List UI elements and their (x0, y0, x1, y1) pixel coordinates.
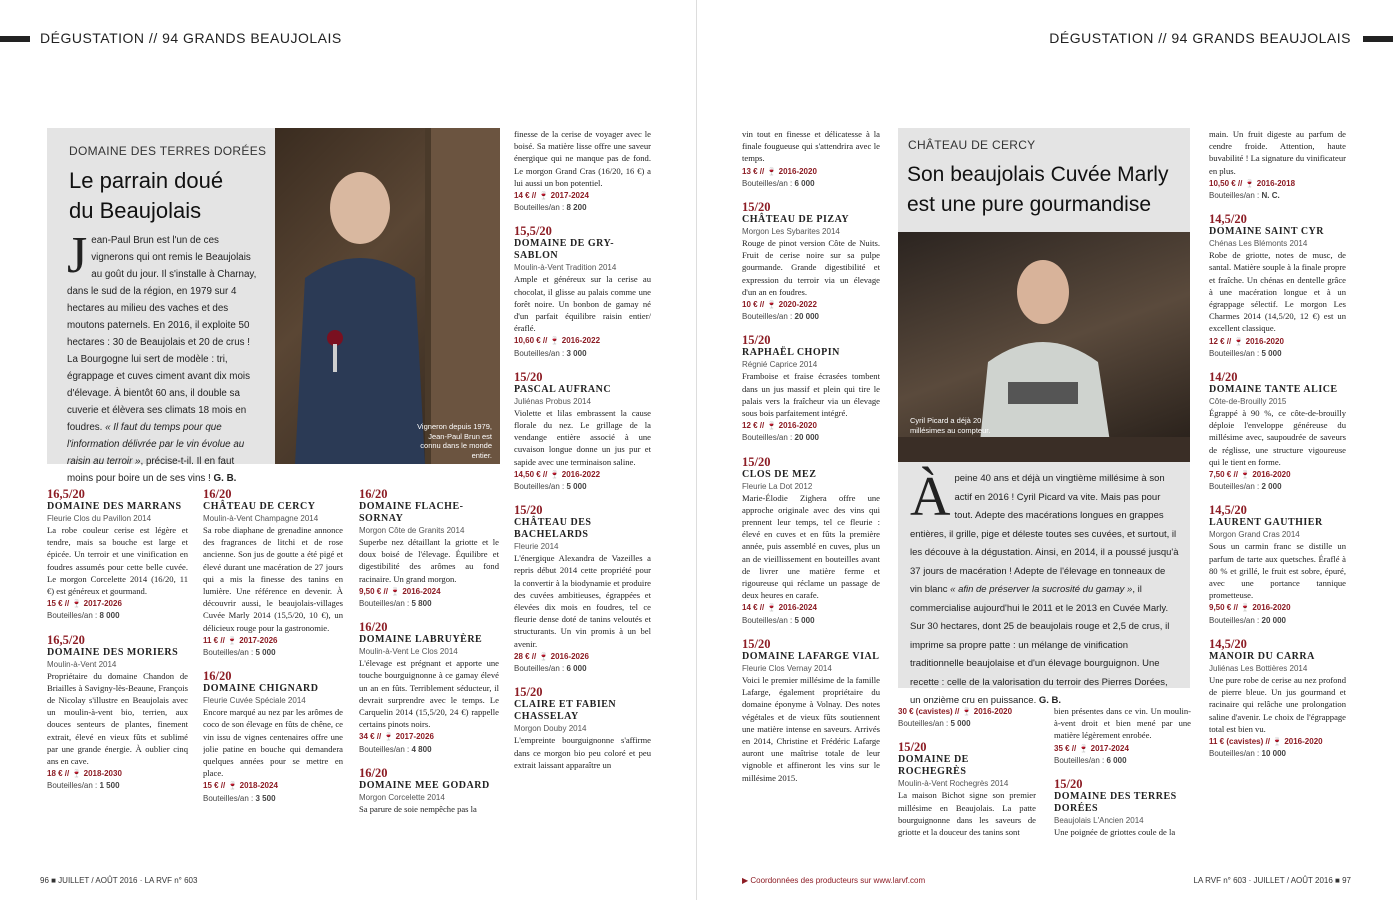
tasting-note: L'énergique Alexandra de Vazeilles a repris début 2014 cette propriété pour la convertir à la biodynamie et produire des cuvées ambitieuses, égrappées et élevées dix mois en foudres, tel ce fleurie dense doté de tanins veloutés et structurants. Un vin promis à un bel avenir. (514, 553, 651, 649)
producer-name: CLAIRE ET FABIEN CHASSELAY (514, 699, 617, 723)
folio-left: 96 ■ JUILLET / AOÛT 2016 · LA RVF n° 603 (40, 876, 198, 885)
author-sign: G. B. (213, 473, 237, 484)
wine-entry (514, 370, 651, 493)
wine-entry (742, 333, 880, 444)
wine-appellation: Moulin-à-Vent Le Clos 2014 (359, 647, 458, 657)
price-window: 10,60 € // 🍷 2016-2022 (514, 336, 601, 346)
wine-appellation: Morgon Les Sybarites 2014 (742, 227, 840, 237)
wine-appellation: Fleurie Clos du Pavillon 2014 (47, 514, 152, 523)
intro-text: peine 40 ans et déjà un vingtième millésime à son actif en 2016 ! Cyril Picard va vite. Mais pas pour tout. Adepte des macérations longues en grappes entières, il grille, pige et déleste toutes ses cuvées, et surtout, il les découve à la dégustation. Ainsi, en 2014, il a poussé jusqu'à 37 jours de macération ! Adepte de l'élevage en tonneaux de vin blanc (910, 473, 1179, 595)
wine-appellation: Moulin-à-Vent Champagne 2014 (203, 514, 319, 523)
bottle-label: Bouteilles/an : (898, 719, 949, 729)
price-window: 35 € // 🍷 2017-2024 (1054, 743, 1129, 753)
tasting-note: Égrappé à 90 %, ce côte-de-brouilly déploie l'enveloppe généreuse du millésime avec, saupoudrée de saveurs de réglisse, une structure vigoureuse qui le tient en forme. (1209, 408, 1346, 467)
tasting-note: L'élevage est prégnant et apporte une touche bourguignonne à ce gamay élevé un an en fûts. Terriblement séducteur, il devrait surprendre avec le temps. Le Carquelin 2014 (15,5/20, 24 €) rappelle certains pinots noirs. (359, 658, 499, 730)
tasting-note: Une pure robe de cerise au nez profond de pierre bleue. Un jus gourmand et racinaire qui relâche une prolongation saline d'avenir. Le choix de l'égrappage total est bien vu. (1209, 674, 1346, 734)
bottle-label: Bouteilles/an : (1209, 615, 1260, 625)
bottle-count (742, 311, 880, 323)
wine-appellation: Régnié Caprice 2014 (742, 360, 818, 370)
tasting-note: Marie-Élodie Zighera offre une approche originale avec des vins qui prennent leur temps, tel ce fleurie : élevé en cuves et en fûts la première année, puis assemblé en cuves, plus un an de vieillissement en bouteilles avant de livrer une matière ferme et rigoureuse qui réclame un passage de deux heures en carafe. (742, 492, 880, 601)
header-rule-right (1363, 36, 1393, 42)
price-window: 11 € // 🍷 2017-2026 (203, 635, 278, 645)
price-window: 14 € // 🍷 2016-2024 (742, 603, 817, 613)
bottle-label: Bouteilles/an : (1209, 348, 1260, 358)
producer-name: DOMAINE DES MORIERS (47, 646, 179, 658)
author-sign: G. B. (1038, 695, 1062, 706)
tasting-note: Sa parure de soie nempêche pas la (359, 803, 477, 814)
tasting-note: Ample et généreux sur la cerise au chocolat, il glisse au palais comme une forêt noire. Un bonbon de gamay né d'un parfait équilibre raisin entier/éraflé. (514, 274, 651, 334)
wine-entry (359, 487, 499, 610)
bottle-count (1209, 190, 1346, 202)
wine-entry (514, 685, 651, 771)
bottle-count (1054, 755, 1191, 767)
wine-appellation: Beaujolais L'Ancien 2014 (1054, 816, 1144, 826)
bottle-value: 20 000 (794, 312, 819, 322)
wine-entry (1209, 128, 1346, 202)
tasting-note: Rouge de pinot version Côte de Nuits. Fruit de cerise noire sur sa pulpe gourmande. Grande digestibilité et expression du terroir via un élevage d'un an en foudres. (742, 238, 880, 297)
tasting-note: Robe de griotte, notes de musc, de santal. Matière souple à la finale propre et fraîche. Un chénas en dentelle grâce à une macération longue et à un égrappage sélectif. Le morgon Les Charmes 2014 (14,5/20, 12 €) est un excellent classique. (1209, 250, 1346, 334)
feature-kicker: CHÂTEAU DE CERCY (908, 138, 1036, 152)
bottle-label: Bouteilles/an : (514, 203, 565, 213)
tasting-note: La robe couleur cerise est légère et tendre, mais sa bouche est large et épicée. Un terroir et une vinification en foudres assumés pour cette belle cuvée. Le morgon Corcelette 2014 (16/20, 11 €) est généreux et gourmand. (47, 525, 188, 597)
price-window: 10 € // 🍷 2020-2022 (742, 300, 817, 310)
producer-name: DOMAINE FLACHE-SORNAY (359, 501, 464, 524)
tasting-note: Superbe nez détaillant la griotte et le doux boisé de l'élevage. Équilibre et digestibilité des arômes au fond racinaire. Un grand morgon. (359, 537, 499, 584)
producer-name: PASCAL AUFRANC (514, 383, 612, 395)
wine-score: 15/20 (514, 503, 543, 518)
wine-entry (742, 200, 880, 323)
wine-entry (898, 706, 1036, 730)
column-3 (359, 487, 499, 857)
wine-entry (514, 128, 651, 214)
price-window: 34 € // 🍷 2017-2026 (359, 732, 434, 742)
tasting-note: main. Un fruit digeste au parfum de cendre froide. Attention, haute buvabilité ! La signature du vinificateur en plus. (1209, 129, 1346, 176)
bottle-label: Bouteilles/an : (742, 433, 793, 443)
wine-entry (359, 620, 499, 756)
feature-title-line2: du Beaujolais (69, 198, 202, 223)
tasting-note: Framboise et fraise écrasées tombent dans un jus massif et plein qui tire le palais vers la fraîcheur via un élevage sous bois parfaitement intégré. (742, 371, 880, 419)
wine-score: 16/20 (203, 487, 232, 501)
wine-appellation: Morgon Douby 2014 (514, 724, 587, 734)
producer-name: RAPHAËL CHOPIN (742, 347, 840, 359)
bottle-count (1209, 615, 1346, 627)
bottle-count (359, 598, 499, 610)
bottle-label: Bouteilles/an : (1054, 755, 1105, 765)
drop-cap: À (910, 466, 951, 528)
column-7 (1054, 705, 1191, 855)
tasting-note: Violette et lilas embrassent la cause florale du nez. Le grillage de la vendange entière associé à une cuvaison longue donne un jus pur et sapide avec une terminaison saline. (514, 407, 651, 467)
tasting-note: Encore marqué au nez par les arômes de coco de son élevage en fûts de chêne, ce vin issu de vignes centenaires offre une jolie patine en bouche qui demandera quelques années pour se mettre en place. (203, 707, 343, 779)
bottle-value: 10 000 (1261, 749, 1286, 759)
bottle-value: 2 000 (1261, 482, 1282, 492)
drop-cap: J (67, 227, 88, 284)
bottle-count (514, 663, 651, 675)
wine-appellation: Juliénas Les Bottières 2014 (1209, 663, 1308, 673)
tasting-note: Une poignée de griottes coule de la (1054, 827, 1176, 838)
wine-appellation: Moulin-à-Vent Tradition 2014 (514, 263, 617, 273)
column-1 (47, 487, 188, 857)
bottle-value: 5 000 (566, 482, 587, 492)
feature-title-line2: est une pure gourmandise (907, 193, 1151, 216)
section-header-left: DÉGUSTATION // 94 GRANDS BEAUJOLAIS (40, 30, 342, 46)
header-rule-left (0, 36, 30, 42)
tasting-note: vin tout en finesse et délicatesse à la finale fougueuse qui s'attendrira avec le temps. (742, 129, 880, 164)
bottle-count (1209, 348, 1346, 360)
price-window: 11 € (cavistes) // 🍷 2016-2020 (1209, 736, 1323, 746)
feature-title-line1: Le parrain doué (69, 168, 224, 193)
intro-end: , il commercialise aujourd'hui le 2011 et le 2013 en Cuvée Marly. Sur 30 hectares, dont 25 de beaujolais rouge et 2,5 de crus, il imprime sa propre patte : un mélange de vinification traditionnelle beaujolaise et d'un élevage bourguignon. Une recette : celle de la valorisation du terroir des Pierres Dorées, un onzième cru en puissance. (910, 584, 1170, 706)
feature-intro (67, 227, 261, 487)
feature-title (907, 160, 1168, 220)
bottle-label: Bouteilles/an : (359, 599, 410, 609)
producer-name: DOMAINE TANTE ALICE (1209, 384, 1338, 396)
price-window: 30 € (cavistes) // 🍷 2016-2020 (898, 707, 1013, 716)
wine-appellation: Juliénas Probus 2014 (514, 396, 591, 406)
feature-title (69, 166, 223, 226)
vigneron-photo (275, 128, 500, 464)
producer-name: LAURENT GAUTHIER (1209, 517, 1323, 529)
wine-score: 14,5/20 (1209, 212, 1247, 227)
photo-caption: Vigneron depuis 1979, Jean-Paul Brun est connu dans le monde entier. (417, 422, 492, 460)
price-window: 12 € // 🍷 2016-2020 (742, 421, 817, 431)
bottle-label: Bouteilles/an : (1209, 482, 1260, 492)
feature-kicker: DOMAINE DES TERRES DORÉES (69, 144, 267, 158)
wine-score: 16,5/20 (47, 632, 85, 647)
wine-score: 16/20 (359, 765, 388, 780)
tasting-note: Sa robe diaphane de grenadine annonce des fragrances de litchi et de rose ancienne. Son jus de goutte a été pigé et élevé durant une macération de 27 jours qui a mis la finesse des tanins en lumière. Une référence en devenir. À découvrir aussi, le beaujolais-villages Cuvée Marly 2014 (15,5/20, 10 €), un délicieux rouge pour la gastronomie. (203, 525, 343, 633)
feature-intro (910, 466, 1180, 711)
bottle-label: Bouteilles/an : (742, 615, 793, 625)
wine-score: 16/20 (359, 487, 388, 501)
tasting-note: Voici le premier millésime de la famille Lafarge, également propriétaire du domaine éponyme à Volnay. Des notes végétales et de vieux fûts soutiennent une matière intense en saveurs. Arrivés en 2014, Christine et Frédéric Lafarge auront une maîtrise totale de leur vignoble et affineront les vins sur le millésime 2015. (742, 674, 880, 783)
column-8 (1209, 128, 1346, 853)
wine-entry (514, 503, 651, 675)
bottle-count (514, 202, 651, 214)
producer-name: DOMAINE MEE GODARD (359, 779, 490, 791)
wine-entry (1209, 212, 1346, 360)
wine-entry (742, 128, 880, 190)
vigneron-illustration (275, 128, 500, 464)
wine-score: 15/20 (742, 636, 771, 651)
bottle-count (514, 481, 651, 493)
tasting-note: bien présentes dans ce vin. Un moulin-à-vent droit et bien mené par une matière légèrement enrobée. (1054, 706, 1191, 741)
wine-appellation: Moulin-à-Vent Rochegrès 2014 (898, 779, 1009, 789)
wine-score: 15/20 (742, 200, 771, 215)
wine-score: 15,5/20 (514, 224, 552, 239)
producer-name: DOMAINE DE ROCHEGRÈS (898, 754, 969, 778)
bottle-label: Bouteilles/an : (742, 312, 793, 322)
wine-score: 16/20 (203, 669, 232, 684)
wine-entry (1054, 777, 1191, 838)
bottle-value: 5 000 (794, 615, 815, 625)
price-window: 10,50 € // 🍷 2016-2018 (1209, 178, 1296, 188)
wine-appellation: Moulin-à-Vent 2014 (47, 659, 117, 669)
wine-score: 15/20 (898, 740, 927, 755)
wine-score: 14/20 (1209, 370, 1238, 385)
intro-quote: « Il faut du temps pour que l'information délivrée par le vin évolue au raisin au terroir » (67, 422, 245, 467)
wine-appellation: Fleurie 2014 (514, 542, 559, 552)
wine-entry (47, 487, 188, 623)
price-window: 9,50 € // 🍷 2016-2024 (359, 586, 441, 596)
producer-name: DOMAINE DE GRY-SABLON (514, 238, 615, 262)
bottle-count (359, 744, 499, 756)
price-window: 7,50 € // 🍷 2016-2020 (1209, 470, 1291, 480)
bottle-count (742, 178, 880, 190)
wine-appellation: Fleurie Clos Vernay 2014 (742, 663, 832, 673)
wine-entry (898, 740, 1036, 838)
column-5 (742, 128, 880, 853)
price-window: 15 € // 🍷 2018-2024 (203, 781, 278, 791)
producer-name: CLOS DE MEZ (742, 468, 817, 480)
price-window: 9,50 € // 🍷 2016-2020 (1209, 603, 1291, 613)
bottle-label: Bouteilles/an : (47, 611, 98, 621)
wine-entry (1209, 637, 1346, 760)
bottle-value: 3 500 (255, 793, 276, 803)
bottle-value: 3 000 (566, 348, 587, 358)
producer-name: DOMAINE DES TERRES DORÉES (1054, 791, 1177, 815)
bottle-label: Bouteilles/an : (47, 781, 98, 791)
wine-entry (1209, 503, 1346, 626)
bottle-count (514, 348, 651, 360)
bottle-label: Bouteilles/an : (514, 664, 565, 674)
section-header-right: DÉGUSTATION // 94 GRANDS BEAUJOLAIS (1049, 30, 1351, 46)
feature-title-line1: Son beaujolais Cuvée Marly (907, 163, 1169, 186)
producer-name: DOMAINE CHIGNARD (203, 683, 319, 695)
bottle-value: 1 500 (99, 781, 120, 791)
bottle-value: 6 000 (794, 178, 815, 188)
wine-score: 15/20 (742, 333, 771, 348)
bottle-count (1209, 481, 1346, 493)
feature-box-terres-dorees (47, 128, 500, 484)
wine-appellation: Côte-de-Brouilly 2015 (1209, 397, 1287, 407)
column-4 (514, 128, 651, 853)
wine-entry (1054, 705, 1191, 767)
bottle-value: 5 000 (950, 719, 971, 729)
price-window: 14,50 € // 🍷 2016-2022 (514, 469, 601, 479)
tasting-note: La maison Bichot signe son premier millésime en Beaujolais. La patte bourguignonne dans les saveurs de griotte et la douceur des tanins sont (898, 790, 1036, 838)
bottle-label: Bouteilles/an : (203, 648, 254, 658)
producer-name: DOMAINE LAFARGE VIAL (742, 650, 880, 662)
producer-name: DOMAINE DES MARRANS (47, 501, 182, 512)
bottle-count (742, 615, 880, 627)
tasting-note: L'empreinte bourguignonne s'affirme dans ce morgon bio peu coloré et peu extrait laissant apparaître un (514, 735, 651, 770)
bottle-value: 5 000 (1261, 348, 1282, 358)
bottle-count (898, 718, 1036, 730)
wine-appellation: Morgon Corcelette 2014 (359, 792, 445, 802)
bottle-value: 8 000 (99, 611, 120, 621)
producer-name: CHÂTEAU DE CERCY (203, 501, 316, 512)
price-window: 14 € // 🍷 2017-2024 (514, 191, 589, 201)
price-window: 18 € // 🍷 2018-2030 (47, 769, 122, 779)
bottle-value: 6 000 (1106, 755, 1127, 765)
wine-score: 16,5/20 (47, 487, 85, 501)
producer-name: DOMAINE SAINT CYR (1209, 226, 1324, 238)
wine-entry (1209, 370, 1346, 493)
tasting-note: Sous un carmin franc se distille un parfum de tarte aux quetsches. Éraflé à 80 % et grillé, le fruit est sobre, épuré, avec une portance tannique prometteuse. (1209, 541, 1346, 601)
wine-entry (742, 455, 880, 627)
wine-appellation: Morgon Côte de Granits 2014 (359, 526, 465, 535)
price-window: 13 € // 🍷 2016-2020 (742, 166, 817, 176)
bottle-label: Bouteilles/an : (742, 178, 793, 188)
producer-link[interactable]: ▶ Coordonnées des producteurs sur www.larvf.com (742, 876, 926, 885)
wine-entry (359, 766, 499, 815)
wine-entry (742, 637, 880, 784)
feature-box-cercy (898, 128, 1190, 706)
wine-score: 15/20 (514, 685, 543, 700)
wine-appellation: Fleurie La Dot 2012 (742, 481, 813, 491)
producer-name: DOMAINE LABRUYÈRE (359, 634, 483, 646)
bottle-value: 20 000 (1261, 615, 1286, 625)
bottle-label: Bouteilles/an : (1209, 749, 1260, 759)
wine-appellation: Morgon Grand Cras 2014 (1209, 530, 1300, 540)
wine-entry (47, 633, 188, 793)
bottle-count (1209, 748, 1346, 760)
wine-score: 15/20 (514, 369, 543, 384)
bottle-value: N. C. (1261, 191, 1280, 201)
wine-score: 16/20 (359, 620, 388, 635)
wine-score: 15/20 (1054, 777, 1083, 792)
wine-score: 14,5/20 (1209, 636, 1247, 651)
bottle-value: 8 200 (566, 203, 587, 213)
bottle-count (47, 610, 188, 622)
wine-entry (203, 669, 343, 805)
bottle-value: 20 000 (794, 433, 819, 443)
price-window: 15 € // 🍷 2017-2026 (47, 599, 122, 609)
bottle-label: Bouteilles/an : (359, 744, 410, 754)
bottle-label: Bouteilles/an : (1209, 191, 1260, 201)
price-window: 12 € // 🍷 2016-2020 (1209, 336, 1284, 346)
intro-quote: « afin de préserver la sucrosité du gamay » (950, 584, 1133, 595)
bottle-count (47, 780, 188, 792)
column-6 (898, 705, 1036, 855)
intro-text: ean-Paul Brun est l'un de ces vignerons qui ont remis le Beaujolais au goût du jour. Il s'installe à Charnay, dans le sud de la région, en 1979 sur 4 hectares au milieu des vaches et des moutons paternels. En 2016, il exploite 50 hectares : 30 de Beaujolais et 20 de crus ! La Bourgogne lui sert de modèle : tri, égrappage et cuves ciment avant dix mois d'élevage. À bientôt 60 ans, il double sa cuverie et élèvera ses climats 18 mois en foudres. (67, 235, 257, 433)
tasting-note: finesse de la cerise de voyager avec le boisé. Sa matière lisse offre une saveur énergique qui ne manque pas de fond. Le morgon Grand Cras (16/20, 16 €) a lui aussi un bon potentiel. (514, 129, 651, 188)
bottle-value: 4 800 (411, 744, 432, 754)
wine-score: 14,5/20 (1209, 503, 1247, 518)
bottle-value: 5 800 (411, 599, 432, 609)
price-window: 28 € // 🍷 2016-2026 (514, 651, 589, 661)
bottle-label: Bouteilles/an : (514, 482, 565, 492)
bottle-label: Bouteilles/an : (514, 348, 565, 358)
intro-end: , précise-t-il. Il en faut moins pour boire un de ses vins ! (67, 456, 235, 484)
wine-appellation: Fleurie Cuvée Spéciale 2014 (203, 696, 306, 706)
bottle-value: 6 000 (566, 664, 587, 674)
photo-caption: Cyril Picard a déjà 20 millésimes au compteur. (910, 416, 991, 435)
bottle-label: Bouteilles/an : (203, 793, 254, 803)
producer-name: CHÂTEAU DE PIZAY (742, 214, 850, 226)
page-gutter (696, 0, 697, 900)
bottle-count (203, 647, 343, 659)
bottle-count (742, 432, 880, 444)
wine-entry (514, 224, 651, 359)
producer-name: CHÂTEAU DES BACHELARDS (514, 517, 592, 541)
wine-score: 15/20 (742, 454, 771, 469)
tasting-note: Propriétaire du domaine Chandon de Briailles à Savigny-lès-Beaune, François de Nicolay s'illustre en Beaujolais avec un moulin-à-vent bio, terrien, aux douces senteurs de plantes, finement extrait, élevé en vieux fûts et sublimé par une grande énergie. À oublier cinq ans en cave. (47, 670, 188, 767)
wine-appellation: Chénas Les Blémonts 2014 (1209, 239, 1308, 249)
bottle-value: 5 000 (255, 648, 276, 658)
producer-name: MANOIR DU CARRA (1209, 650, 1315, 662)
bottle-count (203, 793, 343, 805)
folio-right: LA RVF n° 603 · JUILLET / AOÛT 2016 ■ 97 (1193, 876, 1351, 885)
column-2 (203, 487, 343, 857)
wine-entry (203, 487, 343, 659)
